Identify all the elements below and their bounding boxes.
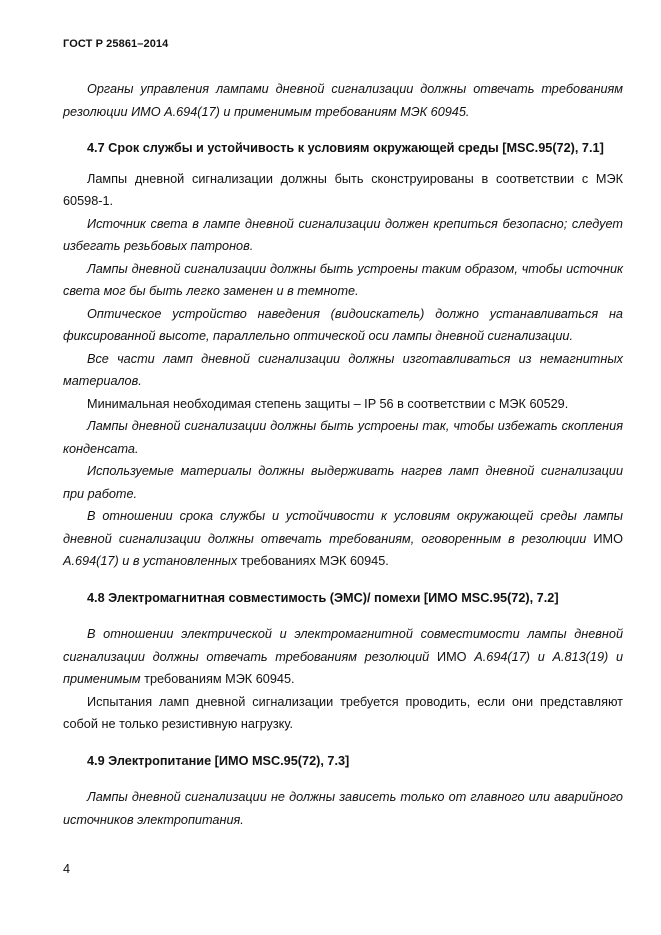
paragraph-4-7-5: Все части ламп дневной сигнализации должны изготавливаться из немагнитных материалов.	[63, 351, 623, 388]
paragraph-4-7-1: Лампы дневной сигнализации должны быть сконструированы в соответствии с МЭК 60598-1.	[63, 171, 623, 208]
text-fragment: ИМО	[429, 649, 475, 664]
paragraph-4-7-9	[63, 505, 623, 573]
paragraph-4-7-6: Минимальная необходимая степень защиты – IP 56 в соответствии с МЭК 60529.	[87, 396, 569, 411]
paragraph-4-7-3: Лампы дневной сигнализации должны быть устроены таким образом, чтобы источник света мог бы быть легко заменен и в темноте.	[63, 261, 623, 298]
page-body	[63, 78, 623, 831]
document-header: ГОСТ Р 25861–2014	[63, 38, 169, 50]
text-fragment: А.694(17) и А.813(19) и применимым	[63, 649, 624, 686]
text-fragment: требованиях МЭК 60945.	[237, 554, 389, 568]
paragraph-4-7-7: Лампы дневной сигнализации должны быть устроены так, чтобы избежать скопления конденсата.	[63, 419, 623, 456]
paragraph-4-7-8: Используемые материалы должны выдерживать нагрев ламп дневной сигнализации при работе.	[63, 464, 623, 501]
paragraph-intro: Органы управления лампами дневной сигнализации должны отвечать требованиям резолюции ИМО А.694(17) и применимым требованиям МЭК 60945.	[63, 82, 623, 119]
text-fragment: В отношении срока службы и устойчивости к условиям окружающей среды лампы дневной сигнализации должны отвечать требованиям, оговоренным в резолюции	[63, 509, 623, 546]
paragraph-4-7-4: Оптическое устройство наведения (видоискатель) должно устанавливаться на фиксированной высоте, параллельно оптической оси лампы дневной сигнализации.	[63, 306, 623, 343]
text-fragment: А.694(17) и в установленных	[63, 554, 238, 568]
page-number: 4	[63, 862, 71, 876]
text-fragment: требованиям МЭК 60945.	[140, 672, 295, 686]
paragraph-4-7-2: Источник света в лампе дневной сигнализации должен крепиться безопасно; следует избегать резьбовых патронов.	[63, 216, 623, 253]
section-heading-4-8: 4.8 Электромагнитная совместимость (ЭМС)/ помехи [ИМО MSC.95(72), 7.2]	[87, 590, 559, 605]
text-fragment: ИМО	[586, 531, 623, 546]
paragraph-4-8-2: Испытания ламп дневной сигнализации требуется проводить, если они представляют собой не только резистивную нагрузку.	[63, 694, 623, 731]
paragraph-4-9-1: Лампы дневной сигнализации не должны зависеть только от главного или аварийного источников электропитания.	[63, 790, 623, 827]
text-fragment: В отношении электрической и электромагнитной совместимости лампы дневной сигнализации должны отвечать требованиям резолюций	[63, 627, 623, 664]
paragraph-4-8-1	[63, 623, 623, 691]
section-heading-4-9: 4.9 Электропитание [ИМО MSC.95(72), 7.3]	[87, 753, 350, 768]
section-heading-4-7: 4.7 Срок службы и устойчивость к условиям окружающей среды [MSC.95(72), 7.1]	[87, 141, 604, 155]
